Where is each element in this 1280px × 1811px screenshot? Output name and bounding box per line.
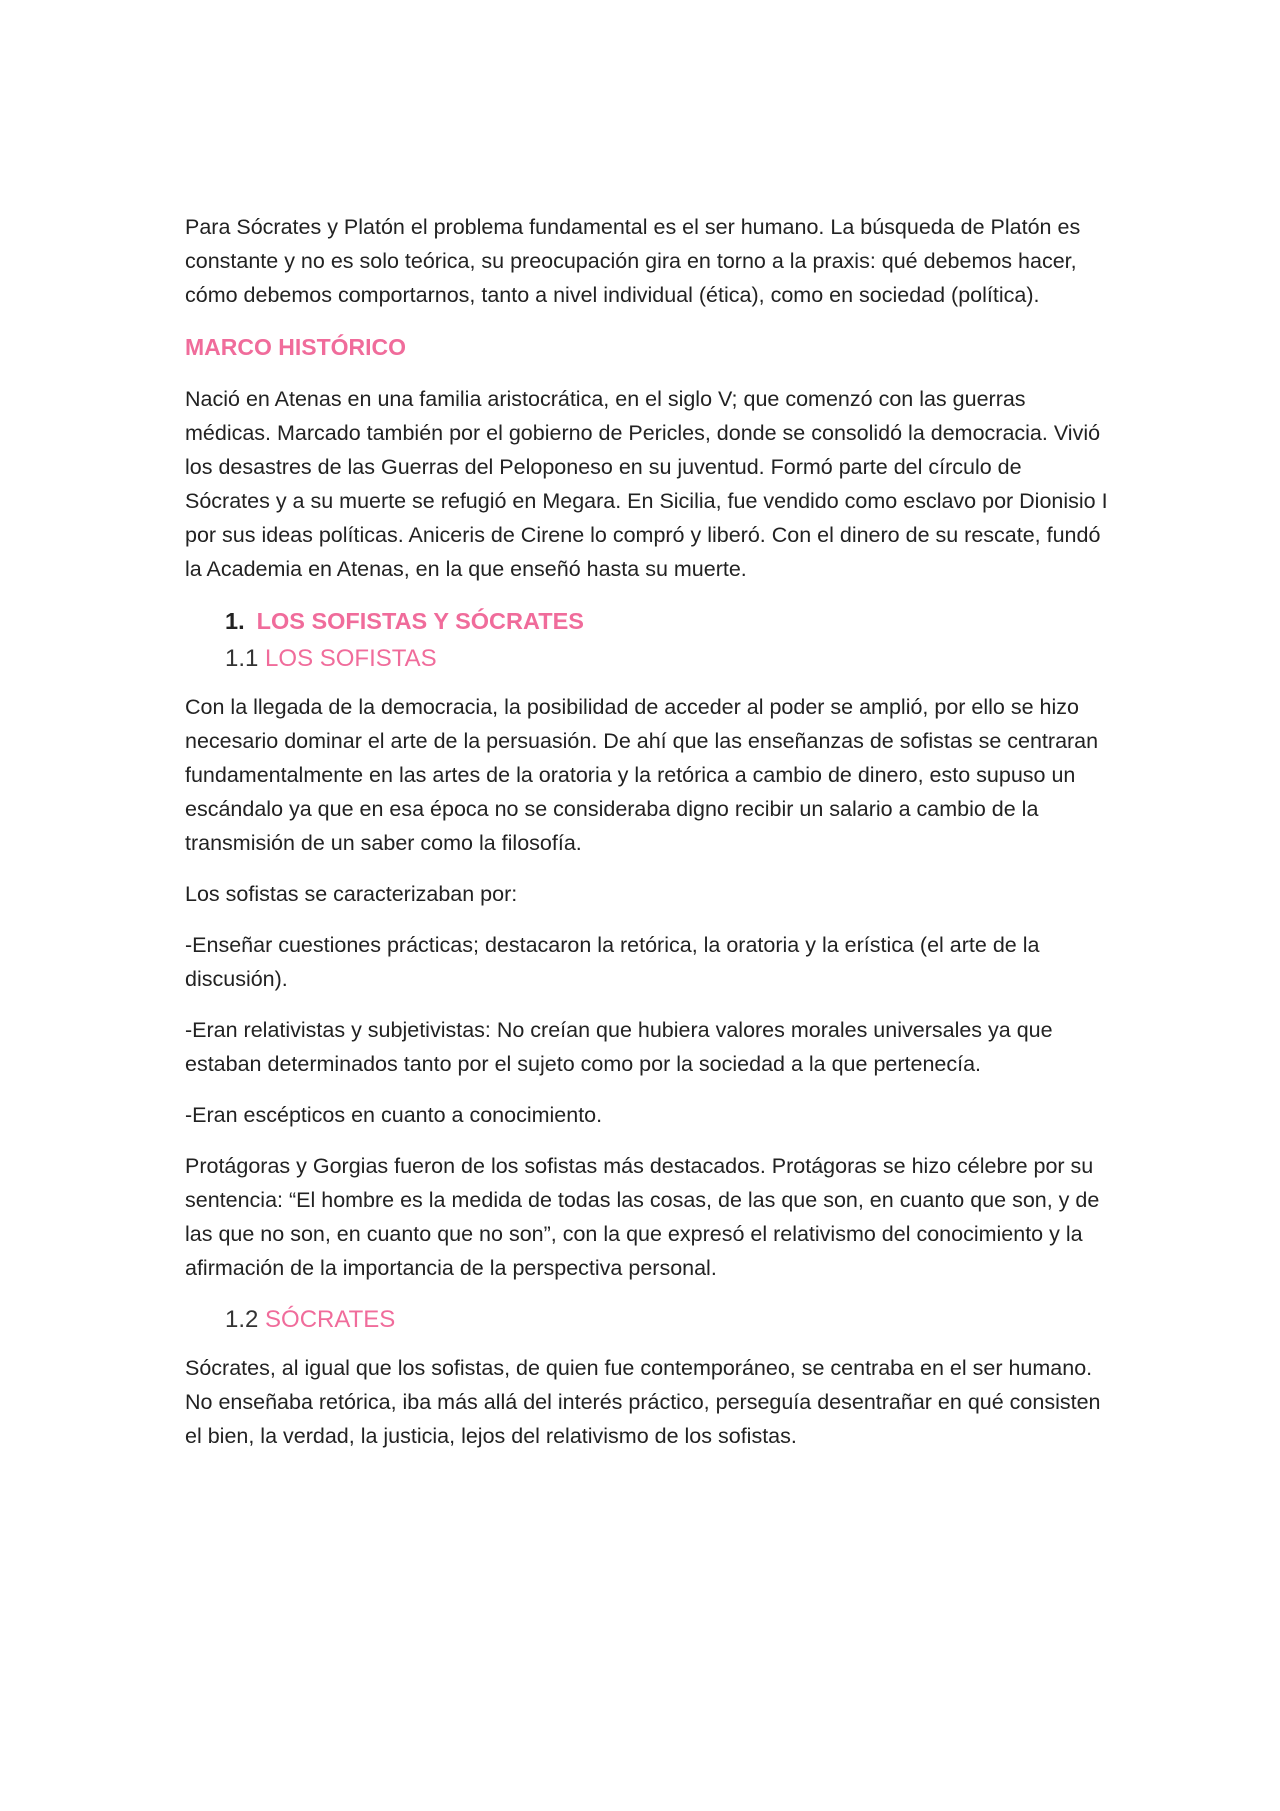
section-1-1-title: LOS SOFISTAS: [265, 645, 437, 672]
section-1-heading: [185, 603, 1110, 639]
sofistas-paragraph: Con la llegada de la democracia, la posibilidad de acceder al poder se amplió, por ello se hizo necesario dominar el arte de la persuasión. De ahí que las enseñanzas de sofistas se centraran fundamentalmente en las artes de la oratoria y la retórica a cambio de dinero, esto supuso un escándalo ya que en esa época no se consideraba digno recibir un salario a cambio de la transmisión de un saber como la filosofía.: [185, 695, 1099, 855]
intro-paragraph: Para Sócrates y Platón el problema fundamental es el ser humano. La búsqueda de Platón es constante y no es solo teórica, su preocupación gira en torno a la praxis: qué debemos hacer, cómo debemos comportarnos, tanto a nivel individual (ética), como en sociedad (política).: [185, 215, 1081, 307]
socrates-paragraph: Sócrates, al igual que los sofistas, de quien fue contemporáneo, se centraba en el ser humano. No enseñaba retórica, iba más allá del interés práctico, perseguía desentrañar en qué consisten el bien, la verdad, la justicia, lejos del relativismo de los sofistas.: [185, 1356, 1101, 1448]
sofistas-list-item: -Enseñar cuestiones prácticas; destacaron la retórica, la oratoria y la erística (el arte de la discusión).: [185, 933, 1040, 991]
sofistas-paragraph: Protágoras y Gorgias fueron de los sofistas más destacados. Protágoras se hizo célebre por su sentencia: “El hombre es la medida de todas las cosas, de las que son, en cuanto que son, y de las que no son, en cuanto que no son”, con la que expresó el relativismo del conocimiento y la afirmación de la importancia de la perspectiva personal.: [185, 1154, 1100, 1280]
sofistas-paragraph: Los sofistas se caracterizaban por:: [185, 882, 518, 906]
section-1-number: 1.: [225, 608, 245, 634]
section-1-1-heading: [185, 641, 1110, 677]
section-1-2-heading: [185, 1302, 1110, 1338]
marco-historico-paragraph: Nació en Atenas en una familia aristocrática, en el siglo V; que comenzó con las guerras médicas. Marcado también por el gobierno de Pericles, donde se consolidó la democracia. Vivió los desastres de las Guerras del Peloponeso en su juventud. Formó parte del círculo de Sócrates y a su muerte se refugió en Megara. En Sicilia, fue vendido como esclavo por Dionisio I por sus ideas políticas. Aniceris de Cirene lo compró y liberó. Con el dinero de su rescate, fundó la Academia en Atenas, en la que enseñó hasta su muerte.: [185, 387, 1108, 581]
sofistas-list-item: -Eran relativistas y subjetivistas: No creían que hubiera valores morales universales ya que estaban determinados tanto por el sujeto como por la sociedad a la que pertenecía.: [185, 1018, 1053, 1076]
document-body: [185, 210, 1110, 1470]
section-1-2-number: 1.2: [225, 1306, 259, 1333]
sofistas-list-item: -Eran escépticos en cuanto a conocimiento.: [185, 1103, 603, 1127]
section-1-2-title: SÓCRATES: [265, 1306, 396, 1333]
marco-historico-heading: MARCO HISTÓRICO: [185, 334, 407, 360]
section-1-title: LOS SOFISTAS Y SÓCRATES: [256, 608, 584, 634]
section-1-1-number: 1.1: [225, 645, 259, 672]
